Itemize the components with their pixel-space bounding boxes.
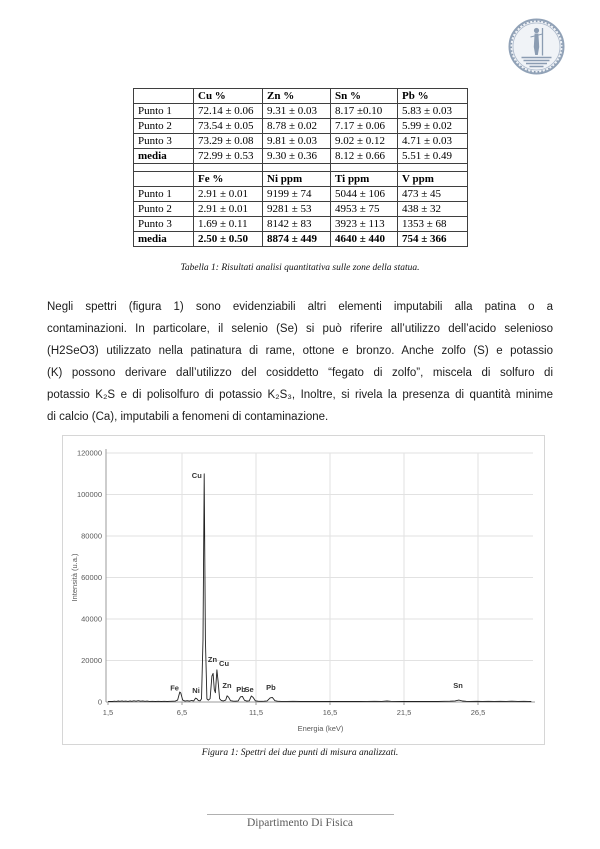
footer-divider [207, 814, 394, 815]
results-table-wrap [133, 88, 468, 247]
value-cell: 4953 ± 75 [331, 202, 398, 217]
column-header: Ti ppm [331, 172, 398, 187]
x-tick-label: 16,5 [322, 708, 338, 717]
spectrum-chart [62, 435, 545, 745]
paragraph-line: (H2SeO3) utilizzato nella patinatura di rame, ottone e bronzo. Anche zolfo (S) e potassio [47, 345, 553, 357]
value-cell: 9.02 ± 0.12 [331, 134, 398, 149]
column-header: Cu % [194, 89, 263, 104]
peak-label: Fe [170, 683, 179, 693]
seal-icon [506, 17, 567, 76]
value-cell: 5.83 ± 0.03 [398, 104, 468, 119]
x-tick-label: 26,5 [470, 708, 486, 717]
column-header: V ppm [398, 172, 468, 187]
paragraph-line: contaminazioni. In particolare, il selenio (Se) si può riferire all’utilizzo dell’acido selenioso [47, 323, 553, 335]
value-cell: 8.17 ±0.10 [331, 104, 398, 119]
table-row [134, 104, 468, 119]
value-cell: 8.78 ± 0.02 [263, 119, 331, 134]
value-cell: 73.29 ± 0.08 [194, 134, 263, 149]
value-cell: 473 ± 45 [398, 187, 468, 202]
x-tick-label: 6,5 [176, 708, 188, 717]
column-header: Zn % [263, 89, 331, 104]
peak-label: Pb [236, 685, 246, 695]
column-header: Sn % [331, 89, 398, 104]
paragraph-line: Negli spettri (figura 1) sono evidenziabili altri elementi imputabili alla patina o a [47, 301, 553, 313]
peak-label: Sn [453, 680, 463, 690]
table-row [134, 119, 468, 134]
column-header: Pb % [398, 89, 468, 104]
value-cell: 73.54 ± 0.05 [194, 119, 263, 134]
value-cell: 2.91 ± 0.01 [194, 202, 263, 217]
table-header-row [134, 172, 468, 187]
y-tick-label: 80000 [81, 531, 102, 541]
value-cell: 5.51 ± 0.49 [398, 149, 468, 164]
row-label: media [134, 232, 194, 247]
column-header [134, 172, 194, 187]
peak-label: Zn [207, 654, 218, 664]
footer-text: Dipartimento Di Fisica [246, 817, 354, 829]
x-axis-title: Energia (keV) [297, 724, 344, 733]
y-tick-label: 20000 [81, 656, 102, 665]
table-header-row [134, 89, 468, 104]
value-cell: 438 ± 32 [398, 202, 468, 217]
value-cell: 9281 ± 53 [263, 202, 331, 217]
value-cell: 5.99 ± 0.02 [398, 119, 468, 134]
value-cell: 7.17 ± 0.06 [331, 119, 398, 134]
table-row [134, 232, 468, 247]
value-cell: 754 ± 366 [398, 232, 468, 247]
value-cell: 8142 ± 83 [263, 217, 331, 232]
spacer-cell [398, 164, 468, 172]
row-label: Punto 1 [134, 187, 194, 202]
value-cell: 72.14 ± 0.06 [194, 104, 263, 119]
value-cell: 9199 ± 74 [263, 187, 331, 202]
peak-label: Cu [219, 659, 230, 669]
value-cell: 5044 ± 106 [331, 187, 398, 202]
table-caption: Tabella 1: Risultati analisi quantitativa sulle zone della statua. [180, 263, 420, 273]
value-cell: 9.81 ± 0.03 [263, 134, 331, 149]
peak-label: Ni [192, 686, 200, 696]
row-label: Punto 1 [134, 104, 194, 119]
peak-label: Se [244, 685, 254, 695]
table-row [134, 149, 468, 164]
value-cell: 4.71 ± 0.03 [398, 134, 468, 149]
row-label: media [134, 149, 194, 164]
value-cell: 3923 ± 113 [331, 217, 398, 232]
chart-svg [63, 436, 544, 744]
column-header: Fe % [194, 172, 263, 187]
spectrum-line [108, 474, 531, 702]
table-row [134, 134, 468, 149]
y-tick-label: 100000 [76, 490, 102, 499]
peak-label: Cu [191, 470, 202, 480]
value-cell: 72.99 ± 0.53 [194, 149, 263, 164]
body-paragraph [47, 296, 553, 428]
y-tick-label: 120000 [76, 448, 102, 458]
paragraph-line: (K) possono derivare dall’utilizzo del cosiddetto “fegato di zolfo”, miscela di solfuro di [47, 367, 553, 379]
value-cell: 2.91 ± 0.01 [194, 187, 263, 202]
value-cell: 4640 ± 440 [331, 232, 398, 247]
paragraph-line: potassio K₂S e di polisolfuro di potassio K₂S₃, Inoltre, si rivela la presenza di quantità minime [47, 389, 553, 401]
column-header: Ni ppm [263, 172, 331, 187]
row-label: Punto 3 [134, 134, 194, 149]
table-spacer-row [134, 164, 468, 172]
spacer-cell [263, 164, 331, 172]
peak-label: Zn [222, 680, 232, 690]
value-cell: 9.31 ± 0.03 [263, 104, 331, 119]
page-footer [0, 814, 600, 829]
row-label: Punto 2 [134, 119, 194, 134]
spacer-cell [134, 164, 194, 172]
table-row [134, 202, 468, 217]
x-tick-label: 11,5 [248, 708, 264, 717]
paragraph-line: di calcio (Ca), imputabili a fenomeni di contaminazione. [47, 411, 329, 423]
table-row [134, 217, 468, 232]
value-cell: 1.69 ± 0.11 [194, 217, 263, 232]
y-axis-title: Intensità (u.a.) [70, 553, 79, 602]
y-tick-label: 40000 [81, 614, 102, 624]
value-cell: 8874 ± 449 [263, 232, 331, 247]
spacer-cell [194, 164, 263, 172]
university-seal-logo [506, 17, 567, 76]
value-cell: 8.12 ± 0.66 [331, 149, 398, 164]
column-header [134, 89, 194, 104]
y-tick-label: 0 [97, 697, 102, 707]
value-cell: 1353 ± 68 [398, 217, 468, 232]
row-label: Punto 2 [134, 202, 194, 217]
y-tick-label: 60000 [81, 573, 102, 582]
peak-label: Pb [266, 682, 276, 692]
row-label: Punto 3 [134, 217, 194, 232]
x-tick-label: 1,5 [102, 708, 114, 717]
value-cell: 2.50 ± 0.50 [194, 232, 263, 247]
x-tick-label: 21,5 [396, 708, 412, 717]
table-row [134, 187, 468, 202]
value-cell: 9.30 ± 0.36 [263, 149, 331, 164]
spacer-cell [331, 164, 398, 172]
figure-caption: Figura 1: Spettri dei due punti di misura analizzati. [201, 748, 399, 758]
results-table [133, 88, 468, 247]
